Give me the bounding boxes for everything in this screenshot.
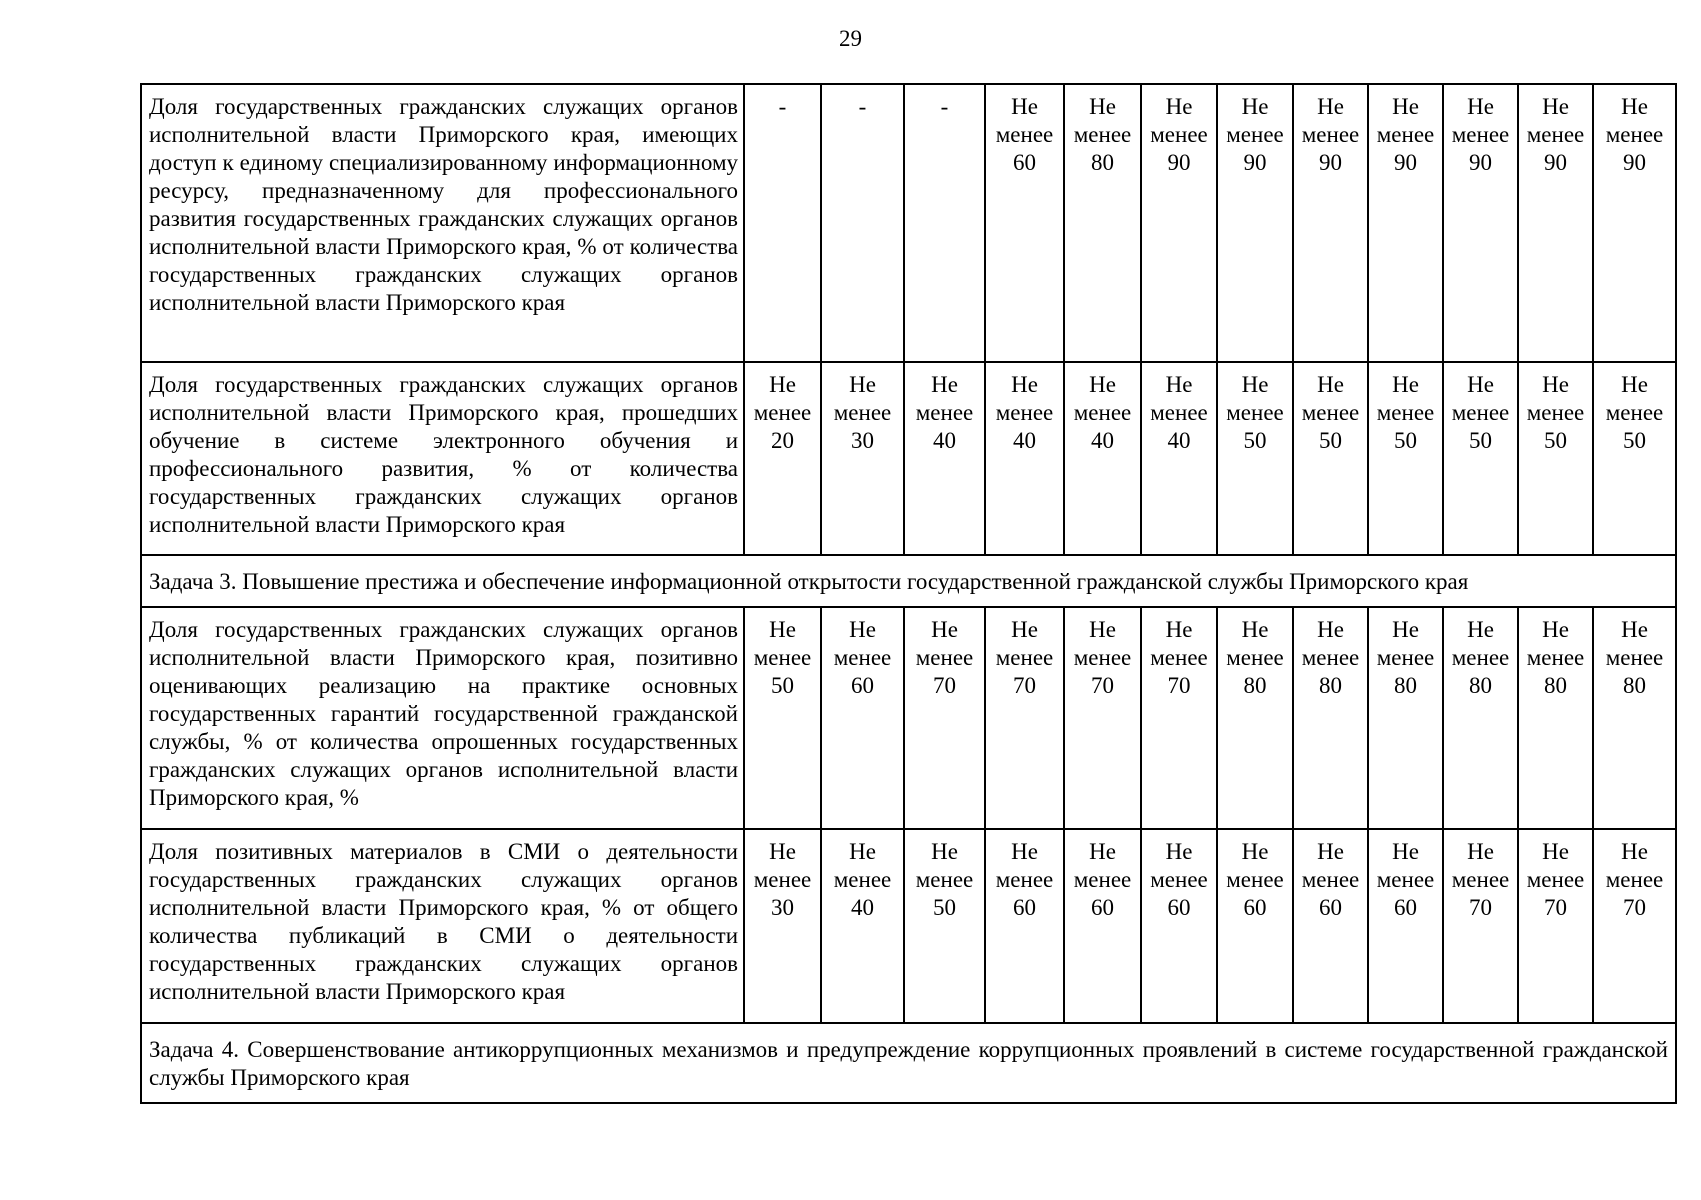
indicator-value [1293, 607, 1368, 829]
indicator-value [1368, 607, 1443, 829]
value-line: 90 [1623, 150, 1646, 175]
indicator-value [821, 829, 904, 1023]
value-line: 40 [933, 428, 956, 453]
value-line: Не [1467, 372, 1494, 397]
value-line: менее [1150, 122, 1208, 147]
value-line: Не [1089, 617, 1116, 642]
indicator-value [904, 84, 985, 362]
value-line: менее [1226, 867, 1284, 892]
indicator-value [1368, 84, 1443, 362]
indicator-value [1518, 607, 1593, 829]
value-line: Не [1467, 839, 1494, 864]
indicator-table [140, 83, 1677, 1104]
value-line: менее [1451, 867, 1510, 892]
value-line: 90 [1243, 150, 1267, 175]
value-line: Не [1317, 839, 1344, 864]
value-line: менее [1526, 122, 1585, 147]
value-line: Не [1621, 94, 1648, 119]
indicator-value [1368, 829, 1443, 1023]
value-line: Не [769, 839, 796, 864]
task-heading: Задача 3. Повышение престижа и обеспечение информационной открытости государственной гражданской службы Приморского края [141, 555, 1676, 607]
page-number: 29 [839, 26, 862, 51]
value-line: Не [1392, 839, 1419, 864]
indicator-value [1518, 829, 1593, 1023]
value-line: менее [833, 400, 892, 425]
value-line: Не [1542, 839, 1569, 864]
value-line: менее [995, 867, 1054, 892]
value-line: менее [915, 867, 974, 892]
value-line: 30 [851, 428, 874, 453]
value-line: 70 [1623, 895, 1646, 920]
value-line: 70 [1544, 895, 1567, 920]
value-line: менее [1526, 400, 1585, 425]
value-line: 50 [933, 895, 956, 920]
value-line: Не [1165, 617, 1193, 642]
value-line: менее [1451, 400, 1510, 425]
value-line: Не [1241, 372, 1269, 397]
value-line: 80 [1319, 673, 1342, 698]
value-line: Не [1165, 839, 1193, 864]
value-line: Не [1241, 839, 1269, 864]
value-line: 90 [1167, 150, 1191, 175]
value-line: 80 [1544, 673, 1567, 698]
value-line: менее [1073, 645, 1132, 670]
value-line: 90 [1469, 150, 1492, 175]
value-line: менее [995, 400, 1054, 425]
value-line: менее [753, 645, 812, 670]
value-line: 60 [1243, 895, 1267, 920]
value-line: менее [753, 400, 812, 425]
indicator-value [1443, 607, 1518, 829]
indicator-value [1593, 607, 1676, 829]
value-line: 80 [1623, 673, 1646, 698]
value-line: 90 [1544, 150, 1567, 175]
value-line: Не [1241, 617, 1269, 642]
value-line: менее [1226, 400, 1284, 425]
value-line: менее [1226, 122, 1284, 147]
value-line: 40 [1013, 428, 1036, 453]
value-line: менее [1526, 645, 1585, 670]
value-line: Не [769, 617, 796, 642]
value-line: Не [1317, 94, 1344, 119]
value-line: менее [1073, 867, 1132, 892]
value-line: 70 [1167, 673, 1191, 698]
value-line: 60 [851, 673, 874, 698]
value-line: Не [931, 839, 958, 864]
value-line: Не [1467, 617, 1494, 642]
indicator-value [744, 84, 821, 362]
indicator-value [1217, 84, 1293, 362]
indicator-value [1217, 362, 1293, 555]
indicator-value [1141, 607, 1217, 829]
value-line: Не [1089, 839, 1116, 864]
value-line: 70 [933, 673, 956, 698]
value-line: 50 [1394, 428, 1417, 453]
value-line: менее [1073, 122, 1132, 147]
value-line: 60 [1394, 895, 1417, 920]
value-line: 60 [1167, 895, 1191, 920]
indicator-value [1518, 84, 1593, 362]
value-line: Не [1542, 372, 1569, 397]
indicator-value [744, 362, 821, 555]
value-line: - [778, 94, 787, 119]
indicator-value [1443, 84, 1518, 362]
value-line: менее [1376, 867, 1435, 892]
indicator-value [1593, 362, 1676, 555]
table-body [141, 84, 1676, 1103]
value-line: Не [1241, 94, 1269, 119]
value-line: 60 [1013, 895, 1036, 920]
value-line: менее [1376, 122, 1435, 147]
value-line: менее [833, 645, 892, 670]
indicator-value [821, 362, 904, 555]
indicator-value [904, 607, 985, 829]
indicator-name: Доля государственных гражданских служащих органов исполнительной власти Приморского края, имеющих доступ к единому специализированному информационному ресурсу, предназначенному для профессионального развития государственных гражданских служащих органов исполнительной власти Приморского края, % от количества государственных гражданских служащих органов исполнительной власти Приморского края [141, 84, 744, 362]
value-line: менее [1301, 645, 1360, 670]
indicator-value [1593, 84, 1676, 362]
indicator-value [904, 829, 985, 1023]
value-line: менее [1226, 645, 1284, 670]
indicator-value [1293, 84, 1368, 362]
value-line: 50 [1243, 428, 1267, 453]
indicator-value [985, 607, 1064, 829]
value-line: менее [1150, 867, 1208, 892]
value-line: Не [1392, 617, 1419, 642]
indicator-value [821, 84, 904, 362]
indicator-value [1593, 829, 1676, 1023]
task-row [141, 555, 1676, 607]
value-line: 60 [1013, 150, 1036, 175]
indicator-name: Доля государственных гражданских служащих органов исполнительной власти Приморского края, прошедших обучение в системе электронного обучения и профессионального развития, % от количества государственных гражданских служащих органов исполнительной власти Приморского края [141, 362, 744, 555]
indicator-name: Доля позитивных материалов в СМИ о деятельности государственных гражданских служащих органов исполнительной власти Приморского края, % от общего количества публикаций в СМИ о деятельности государственных гражданских служащих органов исполнительной власти Приморского края [141, 829, 744, 1023]
value-line: менее [1301, 122, 1360, 147]
indicator-value [985, 829, 1064, 1023]
value-line: 40 [851, 895, 874, 920]
value-line: Не [1089, 372, 1116, 397]
value-line: Не [1011, 617, 1038, 642]
indicator-row [141, 362, 1676, 555]
value-line: 80 [1469, 673, 1492, 698]
value-line: Не [931, 372, 958, 397]
value-line: 80 [1394, 673, 1417, 698]
value-line: 80 [1091, 150, 1114, 175]
value-line: менее [1605, 122, 1664, 147]
value-line: менее [1451, 122, 1510, 147]
value-line: менее [1301, 867, 1360, 892]
value-line: Не [1467, 94, 1494, 119]
value-line: менее [995, 122, 1054, 147]
value-line: 80 [1243, 673, 1267, 698]
value-line: менее [1301, 400, 1360, 425]
indicator-row [141, 829, 1676, 1023]
indicator-value [1064, 607, 1141, 829]
value-line: - [858, 94, 867, 119]
value-line: Не [1621, 372, 1648, 397]
indicator-value [1368, 362, 1443, 555]
value-line: менее [1073, 400, 1132, 425]
value-line: 60 [1319, 895, 1342, 920]
indicator-row [141, 84, 1676, 362]
value-line: Не [931, 617, 958, 642]
value-line: менее [1605, 645, 1664, 670]
indicator-value [744, 829, 821, 1023]
value-line: менее [995, 645, 1054, 670]
value-line: 50 [1469, 428, 1492, 453]
value-line: Не [1165, 94, 1193, 119]
value-line: Не [1165, 372, 1193, 397]
value-line: Не [1011, 372, 1038, 397]
value-line: Не [849, 617, 876, 642]
value-line: Не [769, 372, 796, 397]
value-line: менее [1376, 645, 1435, 670]
value-line: менее [1605, 867, 1664, 892]
indicator-value [1443, 362, 1518, 555]
value-line: менее [1376, 400, 1435, 425]
indicator-value [1064, 84, 1141, 362]
value-line: Не [1011, 839, 1038, 864]
value-line: 70 [1091, 673, 1114, 698]
indicator-value [1217, 607, 1293, 829]
task-heading: Задача 4. Совершенствование антикоррупционных механизмов и предупреждение коррупционных проявлений в системе государственной гражданской службы Приморского края [141, 1023, 1676, 1103]
value-line: 90 [1394, 150, 1417, 175]
value-line: 40 [1167, 428, 1191, 453]
value-line: менее [915, 400, 974, 425]
value-line: менее [1605, 400, 1664, 425]
indicator-row [141, 607, 1676, 829]
indicator-name: Доля государственных гражданских служащих органов исполнительной власти Приморского края, позитивно оценивающих реализацию на практике основных государственных гарантий государственной гражданской службы, % от количества опрошенных государственных гражданских служащих органов исполнительной власти Приморского края, % [141, 607, 744, 829]
indicator-value [1518, 362, 1593, 555]
value-line: 70 [1013, 673, 1036, 698]
indicator-value [744, 607, 821, 829]
value-line: 50 [1623, 428, 1646, 453]
task-row [141, 1023, 1676, 1103]
indicator-value [1141, 362, 1217, 555]
value-line: менее [915, 645, 974, 670]
indicator-value [1064, 362, 1141, 555]
value-line: 90 [1319, 150, 1342, 175]
indicator-value [904, 362, 985, 555]
value-line: Не [1392, 94, 1419, 119]
indicator-value [821, 607, 904, 829]
value-line: Не [1621, 839, 1648, 864]
indicator-value [1141, 829, 1217, 1023]
value-line: 60 [1091, 895, 1114, 920]
value-line: 50 [1544, 428, 1567, 453]
indicator-value [1217, 829, 1293, 1023]
value-line: Не [1621, 617, 1648, 642]
value-line: менее [1150, 400, 1208, 425]
value-line: Не [849, 839, 876, 864]
value-line: - [940, 94, 949, 119]
value-line: Не [1089, 94, 1116, 119]
value-line: менее [1451, 645, 1510, 670]
value-line: Не [1317, 372, 1344, 397]
indicator-value [1443, 829, 1518, 1023]
indicator-value [985, 362, 1064, 555]
value-line: 30 [771, 895, 794, 920]
value-line: 50 [1319, 428, 1342, 453]
value-line: Не [1392, 372, 1419, 397]
value-line: 70 [1469, 895, 1492, 920]
value-line: Не [1317, 617, 1344, 642]
value-line: менее [753, 867, 812, 892]
indicator-value [1064, 829, 1141, 1023]
indicator-value [1293, 362, 1368, 555]
value-line: Не [849, 372, 876, 397]
indicator-value [985, 84, 1064, 362]
value-line: Не [1542, 617, 1569, 642]
indicator-value [1293, 829, 1368, 1023]
value-line: 40 [1091, 428, 1114, 453]
value-line: менее [833, 867, 892, 892]
value-line: 20 [771, 428, 794, 453]
value-line: Не [1011, 94, 1038, 119]
indicator-value [1141, 84, 1217, 362]
value-line: менее [1526, 867, 1585, 892]
value-line: 50 [771, 673, 794, 698]
value-line: Не [1542, 94, 1569, 119]
value-line: менее [1150, 645, 1208, 670]
